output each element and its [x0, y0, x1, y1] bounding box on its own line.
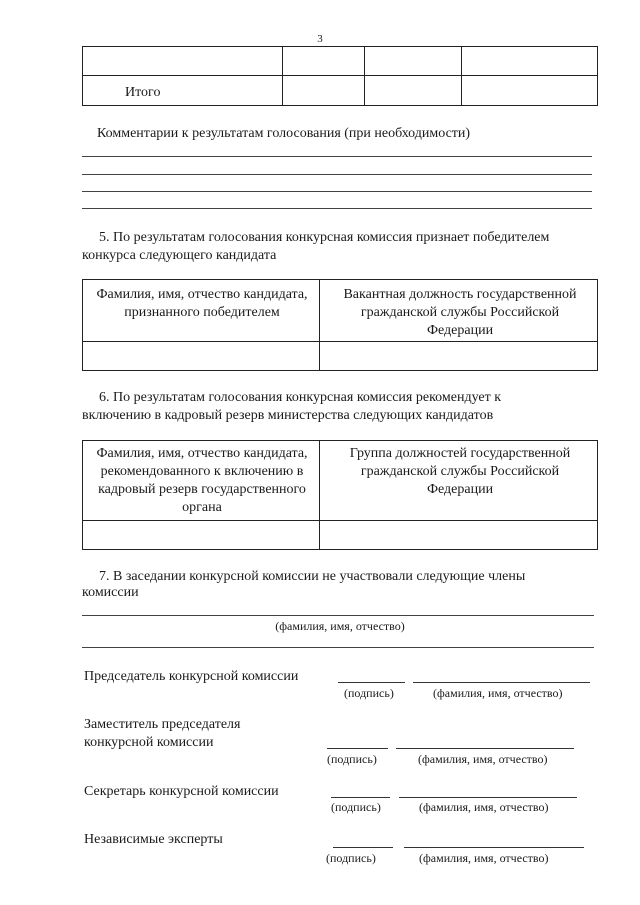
section7-text-line2: комиссии: [82, 585, 139, 600]
absent-members-line: [82, 647, 594, 648]
absent-name-caption: (фамилия, имя, отчество): [275, 619, 405, 633]
table-column-divider: [282, 47, 283, 105]
section5-text-line1: 5. По результатам голосования конкурсная комиссия признает победителем: [99, 230, 550, 245]
winner-table: [82, 279, 598, 371]
chairman-label: Председатель конкурсной комиссии: [84, 669, 299, 684]
comment-line: [82, 208, 592, 209]
deputy-label-line1: Заместитель председателя: [84, 717, 241, 732]
experts-label: Независимые эксперты: [84, 832, 223, 847]
table-row-divider: [83, 520, 597, 521]
section5-text-line2: конкурса следующего кандидата: [82, 248, 277, 263]
absent-members-line: [82, 615, 594, 616]
table-column-divider: [319, 280, 320, 370]
comments-label: Комментарии к результатам голосования (при необходимости): [97, 126, 471, 141]
experts-name-line: [404, 847, 584, 848]
secretary-signature-caption: (подпись): [331, 800, 381, 814]
table-column-divider: [319, 441, 320, 549]
experts-signature-caption: (подпись): [326, 851, 376, 865]
deputy-signature-caption: (подпись): [327, 752, 377, 766]
secretary-name-caption: (фамилия, имя, отчество): [419, 800, 549, 814]
position-group-header: Группа должностей государственной гражданской службы Российской Федерации: [349, 446, 571, 497]
chairman-signature-line: [338, 682, 405, 683]
results-table: [82, 46, 598, 106]
comment-line: [82, 156, 592, 157]
vacant-position-header: Вакантная должность государственной гражданской службы Российской Федерации: [343, 287, 577, 338]
deputy-name-caption: (фамилия, имя, отчество): [418, 752, 548, 766]
table-row-divider: [83, 341, 597, 342]
section6-text-line1: 6. По результатам голосования конкурсная комиссия рекомендует к: [99, 390, 502, 405]
deputy-signature-line: [327, 748, 388, 749]
chairman-name-line: [413, 682, 590, 683]
total-label: Итого: [125, 85, 161, 100]
comment-line: [82, 174, 592, 175]
experts-signature-line: [333, 847, 393, 848]
reserve-candidate-header: Фамилия, имя, отчество кандидата, рекомендованного к включению в кадровый резерв государственного органа: [96, 446, 308, 515]
experts-name-caption: (фамилия, имя, отчество): [419, 851, 549, 865]
section6-text-line2: включению в кадровый резерв министерства следующих кандидатов: [82, 408, 494, 423]
reserve-table: [82, 440, 598, 550]
secretary-signature-line: [331, 797, 390, 798]
page-number: 3: [317, 33, 323, 45]
deputy-label-line2: конкурсной комиссии: [84, 735, 214, 750]
chairman-signature-caption: (подпись): [344, 686, 394, 700]
table-column-divider: [461, 47, 462, 105]
section7-text-line1: 7. В заседании конкурсной комиссии не участвовали следующие члены: [99, 569, 526, 584]
winner-name-header: Фамилия, имя, отчество кандидата, признанного победителем: [96, 287, 308, 320]
chairman-name-caption: (фамилия, имя, отчество): [433, 686, 563, 700]
table-row-divider: [83, 75, 597, 76]
comment-line: [82, 191, 592, 192]
secretary-name-line: [399, 797, 577, 798]
deputy-name-line: [396, 748, 574, 749]
secretary-label: Секретарь конкурсной комиссии: [84, 784, 279, 799]
table-column-divider: [364, 47, 365, 105]
